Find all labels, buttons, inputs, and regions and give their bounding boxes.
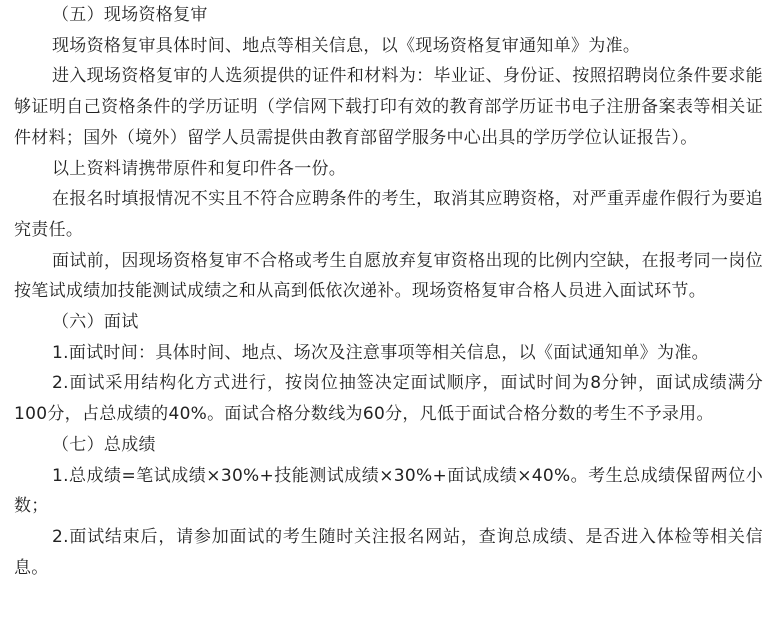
paragraph: 1.面试时间：具体时间、地点、场次及注意事项等相关信息，以《面试通知单》为准。	[52, 342, 709, 363]
section-total-score	[14, 430, 763, 584]
section-heading: （七）总成绩	[52, 434, 156, 455]
section-qualification-review	[14, 0, 763, 307]
paragraph: 在报名时填报情况不实且不符合应聘条件的考生，取消其应聘资格，对严重弄虚作假行为要追究责任。	[14, 189, 763, 240]
paragraph: 面试前，因现场资格复审不合格或考生自愿放弃复审资格出现的比例内空缺，在报考同一岗位按笔试成绩加技能测试成绩之和从高到低依次递补。现场资格复审合格人员进入面试环节。	[14, 250, 763, 302]
paragraph: 以上资料请携带原件和复印件各一份。	[52, 158, 347, 179]
section-interview	[14, 307, 763, 430]
paragraph: 进入现场资格复审的人选须提供的证件和材料为：毕业证、身份证、按照招聘岗位条件要求能够证明自己资格条件的学历证明（学信网下载打印有效的教育部学历证书电子注册备案表等相关证件材料；国外（境外）留学人员需提供由教育部留学服务中心出具的学历学位认证报告）。	[14, 66, 763, 148]
section-heading: （五）现场资格复审	[52, 5, 208, 25]
paragraph: 现场资格复审具体时间、地点等相关信息，以《现场资格复审通知单》为准。	[52, 35, 641, 56]
paragraph: 1.总成绩=笔试成绩×30%+技能测试成绩×30%+面试成绩×40%。考生总成绩保留两位小数；	[14, 465, 763, 517]
paragraph: 2.面试结束后，请参加面试的考生随时关注报名网站，查询总成绩、是否进入体检等相关信息。	[14, 526, 763, 578]
section-heading: （六）面试	[52, 312, 139, 333]
paragraph: 2.面试采用结构化方式进行，按岗位抽签决定面试顺序，面试时间为8分钟，面试成绩满分100分，占总成绩的40%。面试合格分数线为60分，凡低于面试合格分数的考生不予录用。	[14, 373, 763, 425]
